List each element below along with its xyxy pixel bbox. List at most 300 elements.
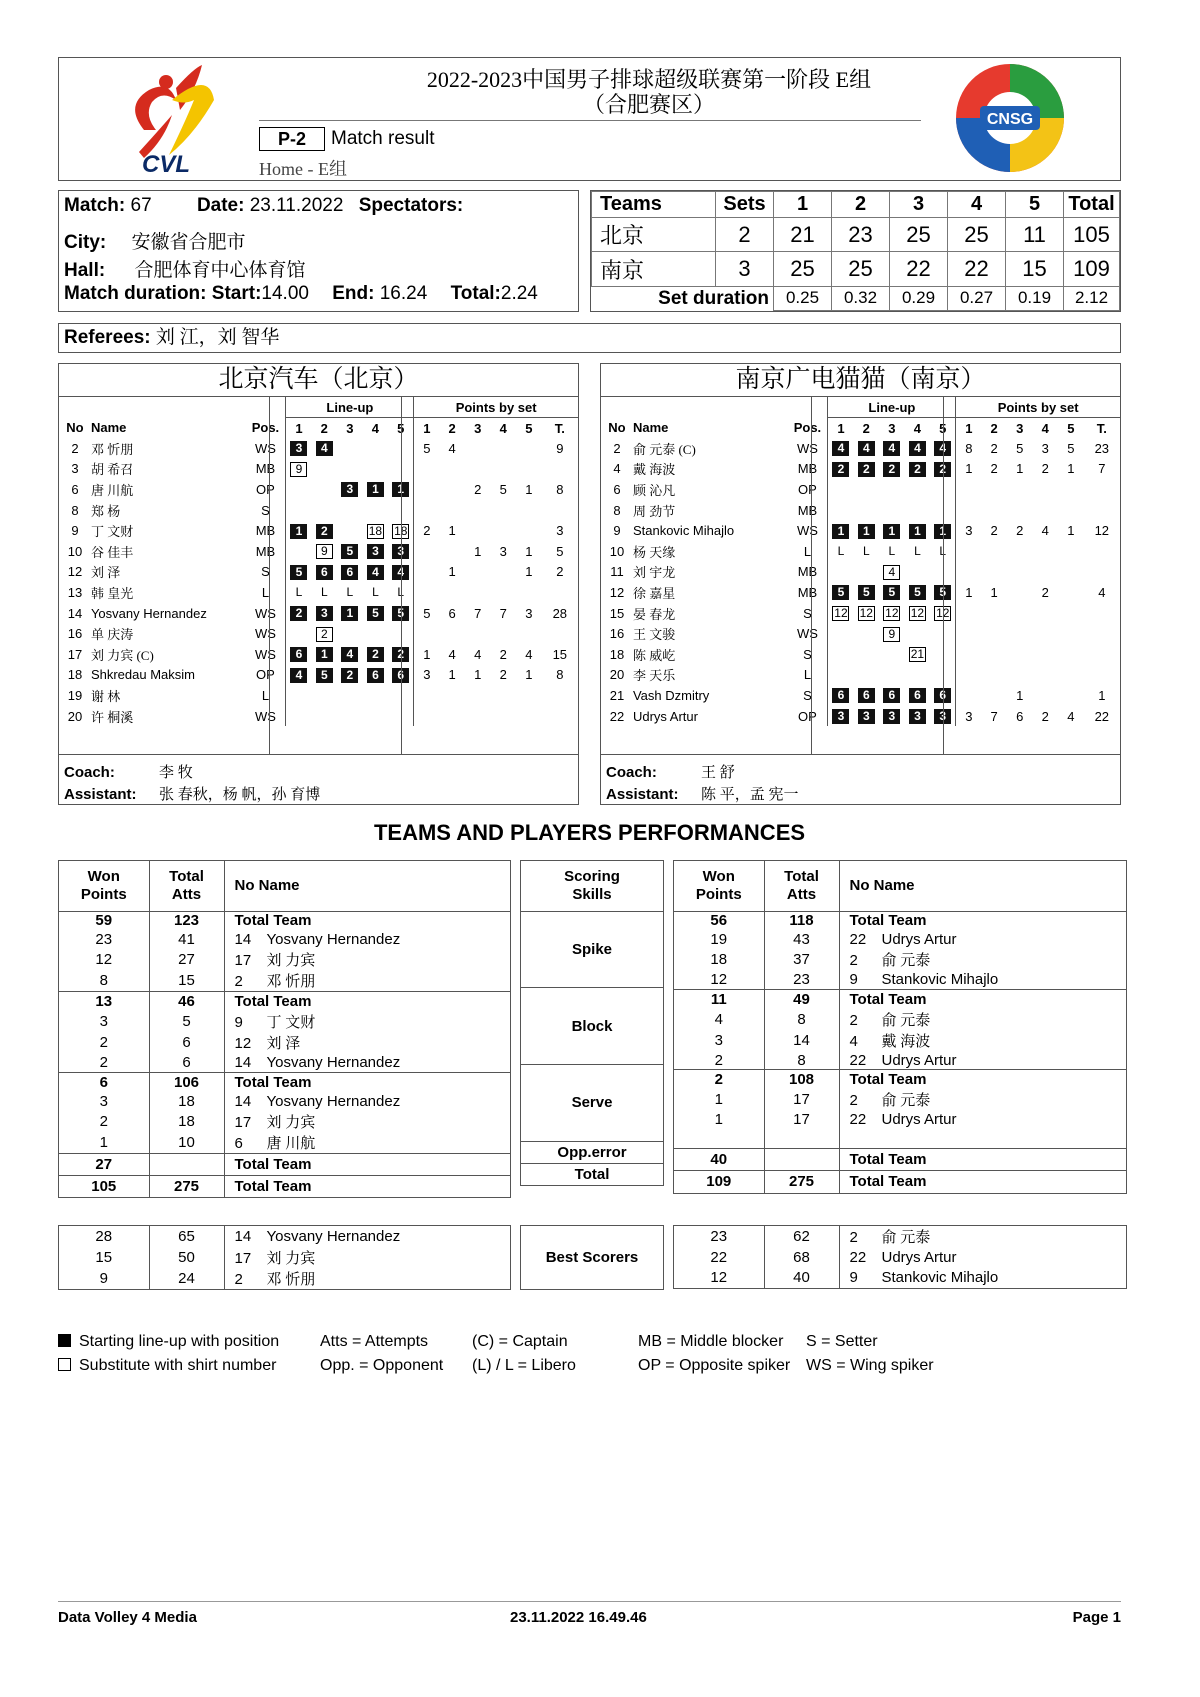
set-points [1007, 603, 1033, 624]
lineup-cell [363, 541, 389, 562]
total-points: 8 [556, 667, 564, 683]
won-points: 6 [59, 1072, 149, 1091]
performer [224, 1226, 510, 1247]
score-total: 109 [1064, 252, 1120, 286]
lineup-cell [828, 562, 854, 583]
player-position: WS [254, 605, 276, 621]
lineup-cell [363, 623, 389, 644]
shirt-number: 14 [234, 1092, 252, 1110]
player-number: 18 [67, 667, 83, 683]
player-number: 9 [71, 523, 79, 539]
lineup-header: Line-up [828, 397, 956, 418]
lineup-cell [905, 685, 931, 706]
set-points [465, 562, 491, 583]
set-points [1007, 500, 1033, 521]
scoring-skills-table [520, 860, 664, 1186]
lineup-cell [337, 706, 363, 727]
legend-substitute: Substitute with shirt number [58, 1357, 276, 1375]
lineup-cell [879, 706, 905, 727]
player-row [59, 438, 578, 459]
lineup-cell [905, 438, 931, 459]
lineup-cell [905, 500, 931, 521]
total-points [542, 459, 578, 480]
col-points-set: 4 [1041, 420, 1049, 436]
coach-label: Coach: [64, 764, 115, 781]
score-set3: 25 [890, 217, 948, 251]
lineup-cell [879, 500, 905, 521]
team-total-row [59, 1072, 510, 1091]
total-points [1084, 562, 1120, 583]
starting-position-badge: 6 [883, 688, 900, 703]
col-pos: Pos. [251, 420, 280, 436]
performer [839, 1110, 1126, 1129]
lineup-cell [879, 603, 905, 624]
set-duration: 0.32 [832, 286, 890, 310]
shirt-number: 2 [849, 952, 858, 970]
lineup-cell [286, 603, 312, 624]
set-duration-row [592, 286, 1120, 310]
won-points: 23 [710, 1228, 728, 1245]
player-row [59, 541, 578, 562]
player-performance-row [59, 970, 510, 992]
set-points: 5 [414, 438, 440, 459]
substitute-badge: 18 [394, 523, 408, 538]
set-points [956, 562, 982, 583]
set-points [1033, 541, 1059, 562]
substitute-badge: 18 [368, 523, 383, 538]
starting-position-badge: 2 [290, 606, 307, 621]
set-points [516, 582, 542, 603]
shirt-number: 9 [849, 1269, 858, 1287]
lineup-cell [854, 685, 880, 706]
performer [224, 1072, 510, 1091]
lineup-cell [879, 459, 905, 480]
lineup-cell [312, 644, 338, 665]
lineup-cell [286, 582, 312, 603]
player-position: MB [255, 523, 276, 539]
score-team-name: 北京 [592, 217, 716, 251]
performer-name: Yosvany Hernandez [266, 931, 401, 949]
set-points: 3 [1041, 440, 1049, 456]
player-name: 谢 林 [90, 688, 121, 704]
total-attempts: 43 [764, 930, 839, 949]
starting-position-badge: 3 [392, 544, 409, 559]
set-points [516, 500, 542, 521]
shirt-number: 14 [234, 931, 252, 949]
lineup-cell [286, 562, 312, 583]
player-performance-row [674, 1129, 1126, 1148]
lineup-cell [854, 665, 880, 686]
performer [839, 1089, 1126, 1110]
lineup-cell [854, 562, 880, 583]
lineup-cell [312, 562, 338, 583]
total-points [1084, 479, 1120, 500]
set-points [516, 459, 542, 480]
coach-row [64, 761, 193, 782]
performer-name: Udrys Artur [881, 1111, 957, 1129]
total-attempts: 275 [149, 1175, 224, 1197]
substitute-badge: 9 [316, 544, 333, 559]
starting-position-badge: 1 [832, 524, 849, 539]
player-position: MB [797, 461, 818, 477]
end-label: End: [332, 283, 375, 304]
assistant-row [64, 783, 320, 804]
best-scorer-row [59, 1268, 510, 1289]
lineup-cell [363, 479, 389, 500]
set-points [439, 685, 465, 706]
svg-text:CVL: CVL [142, 151, 190, 178]
player-name: Vash Dzmitry [632, 687, 710, 703]
total-attempts: 8 [764, 1051, 839, 1070]
set-points [981, 500, 1007, 521]
player-position: S [803, 605, 812, 621]
score-sets: 3 [716, 252, 774, 286]
lineup-cell [879, 685, 905, 706]
report-code: P-2 [259, 127, 325, 151]
lineup-cell [905, 541, 931, 562]
total-points [542, 623, 578, 644]
player-performance-row [674, 1110, 1126, 1129]
col-lineup-set: 3 [346, 420, 354, 436]
set-points: 2 [414, 520, 440, 541]
col-total: T. [554, 420, 565, 436]
column-divider [811, 396, 812, 754]
roster-column-header [59, 418, 578, 439]
player-row [59, 623, 578, 644]
set-points [439, 541, 465, 562]
set-points [1007, 582, 1033, 603]
lineup-cell [854, 644, 880, 665]
performer-name: Total Team [849, 990, 927, 1008]
col-points-set: 3 [474, 420, 482, 436]
performer-name: Total Team [234, 1073, 312, 1091]
set-points: 1 [474, 667, 482, 683]
lineup-cell [363, 500, 389, 521]
substitute-badge: 4 [883, 565, 900, 580]
lineup-cell [363, 459, 389, 480]
lineup-cell [337, 623, 363, 644]
performer-name: Total Team [849, 912, 927, 930]
lineup-cell [337, 685, 363, 706]
col-no-name: No Name [839, 861, 1126, 911]
set-points [439, 459, 465, 480]
best-scorers-label-box [520, 1225, 664, 1290]
libero-marker: L [939, 544, 947, 559]
starting-position-badge: 4 [934, 441, 951, 456]
coach-name: 李 牧 [159, 765, 193, 781]
player-row [601, 644, 1120, 665]
set-points: 6 [1016, 708, 1024, 724]
score-col-sets: Sets [716, 192, 774, 218]
player-number: 18 [609, 646, 625, 662]
shirt-number: 22 [849, 931, 867, 949]
set-points: 1 [525, 667, 533, 683]
set-points [956, 603, 982, 624]
total-points [542, 582, 578, 603]
lineup-cell [828, 623, 854, 644]
legend-atts: Atts = Attempts [320, 1333, 429, 1350]
best-scorer-row [59, 1226, 510, 1247]
lineup-cell [854, 541, 880, 562]
total-attempts: 10 [149, 1132, 224, 1154]
score-col-teams: Teams [592, 192, 716, 218]
won-points: 1 [714, 1111, 723, 1129]
player-position: S [803, 687, 812, 703]
starting-position-badge: 1 [316, 647, 333, 662]
lineup-cell [905, 644, 931, 665]
set-points: 7 [499, 605, 507, 621]
substitute-badge: 12 [885, 606, 899, 621]
player-number: 22 [609, 708, 625, 724]
lineup-cell [828, 644, 854, 665]
set-points: 7 [990, 708, 998, 724]
total-attempts: 123 [149, 911, 224, 930]
player-name: 徐 嘉星 [632, 585, 676, 601]
won-points: 11 [674, 990, 764, 1009]
set-points [465, 520, 491, 541]
player-position: MB [255, 543, 276, 559]
starting-position-badge: 3 [934, 709, 951, 724]
shirt-number: 9 [234, 1014, 243, 1032]
team-total-row [674, 1070, 1126, 1089]
lineup-cell [854, 706, 880, 727]
best-scorers-grid [59, 1226, 510, 1289]
total-points: 2 [556, 564, 564, 580]
set-points: 6 [448, 605, 456, 621]
starting-position-badge: 6 [392, 668, 409, 683]
starting-position-badge: 1 [392, 482, 409, 497]
shirt-number: 17 [234, 952, 252, 970]
player-number: 9 [613, 523, 621, 539]
total-attempts: 68 [764, 1247, 839, 1268]
performer-name: 俞 元泰 [881, 953, 931, 970]
starting-position-badge: 6 [290, 647, 307, 662]
set-points: 4 [448, 646, 456, 662]
starting-position-badge: 1 [883, 524, 900, 539]
lineup-cell [854, 603, 880, 624]
lineup-cell [879, 520, 905, 541]
player-row [601, 562, 1120, 583]
starting-position-badge: 5 [341, 544, 358, 559]
legend-mb: MB = Middle blocker [638, 1333, 784, 1350]
skills-grid [521, 861, 663, 1185]
starting-position-badge: 1 [858, 524, 875, 539]
skills-header [521, 861, 663, 911]
set-points [414, 459, 440, 480]
score-set5: 11 [1006, 217, 1064, 251]
total-attempts: 275 [764, 1171, 839, 1193]
player-number: 8 [613, 502, 621, 518]
roster-group-header [59, 397, 578, 418]
starting-position-badge: 5 [316, 668, 333, 683]
substitute-badge: 9 [290, 462, 307, 477]
player-row [59, 603, 578, 624]
set-points: 5 [414, 603, 440, 624]
total-attempts: 18 [149, 1091, 224, 1110]
score-row-home [592, 217, 1120, 251]
set-points: 1 [525, 564, 533, 580]
lineup-header: Line-up [286, 397, 414, 418]
lineup-cell [312, 665, 338, 686]
won-points: 2 [99, 1053, 108, 1071]
set-points: 3 [525, 605, 533, 621]
starting-position-badge: 4 [367, 565, 384, 580]
player-row [59, 500, 578, 521]
lineup-cell [312, 541, 338, 562]
player-position: L [803, 667, 812, 683]
starting-position-badge: 2 [858, 462, 875, 477]
set-points: 5 [1067, 440, 1075, 456]
performer-name: Yosvany Hernandez [266, 1092, 401, 1110]
won-points: 23 [95, 931, 113, 949]
score-col-set3: 3 [890, 192, 948, 218]
cnsg-logo [952, 58, 1068, 178]
player-row [59, 562, 578, 583]
empty-square-icon [58, 1358, 71, 1371]
hall-value: 合肥体育中心体育馆 [134, 260, 306, 281]
set-points: 2 [990, 440, 998, 456]
lineup-cell [879, 623, 905, 644]
score-set1: 21 [774, 217, 832, 251]
team-total-row [59, 992, 510, 1011]
set-points [981, 541, 1007, 562]
coach-divider [601, 754, 1120, 755]
shirt-number: 22 [849, 1248, 867, 1266]
lineup-cell [905, 665, 931, 686]
score-row-away [592, 252, 1120, 286]
legend-s: S = Setter [806, 1333, 878, 1350]
set-points: 2 [499, 646, 507, 662]
set-points [1007, 665, 1033, 686]
set-points [1007, 644, 1033, 665]
set-duration-label: Set duration [592, 286, 774, 310]
lineup-cell [828, 541, 854, 562]
score-set3: 22 [890, 252, 948, 286]
lineup-cell [363, 685, 389, 706]
performer [224, 992, 510, 1011]
footer-page: Page 1 [1072, 1609, 1121, 1626]
referees-label: Referees: [64, 327, 151, 348]
libero-marker: L [837, 544, 845, 559]
coach-name: 王 舒 [701, 765, 735, 781]
player-performance-row [674, 1089, 1126, 1110]
set-points: 2 [499, 667, 507, 683]
roster-table [59, 397, 578, 726]
lineup-cell [854, 500, 880, 521]
set-points: 3 [956, 706, 982, 727]
match-number: 67 [130, 195, 152, 216]
legend-captain: (C) = Captain [472, 1333, 568, 1350]
player-name: 杨 天缘 [632, 544, 676, 560]
away-performance-table [673, 860, 1127, 1194]
won-points: 1 [714, 1091, 723, 1109]
total-points: 12 [1094, 523, 1110, 539]
set-points [439, 582, 465, 603]
total-points [1084, 500, 1120, 521]
player-row [601, 520, 1120, 541]
set-points [414, 582, 440, 603]
set-duration: 0.19 [1006, 286, 1064, 310]
set-points [1058, 500, 1084, 521]
player-performance-row [59, 949, 510, 970]
player-position: WS [254, 440, 276, 456]
total-attempts: 23 [764, 970, 839, 989]
performer [839, 911, 1126, 930]
col-no: No [608, 420, 626, 436]
performance-header [674, 861, 1126, 911]
set-points [1007, 541, 1033, 562]
libero-marker: L [372, 585, 379, 600]
title-rule [259, 120, 921, 121]
performer [224, 1175, 510, 1197]
total-attempts: 18 [149, 1111, 224, 1132]
set-points [439, 479, 465, 500]
player-row [601, 706, 1120, 727]
col-points-set: 4 [499, 420, 507, 436]
starting-position-badge: 1 [934, 524, 951, 539]
skill-row [521, 1065, 663, 1142]
legend-libero: (L) / L = Libero [472, 1357, 576, 1374]
player-name: 谷 佳丰 [90, 544, 134, 560]
won-points: 3 [714, 1031, 723, 1049]
set-points [491, 500, 517, 521]
performer [839, 1030, 1126, 1051]
player-performance-row [674, 970, 1126, 989]
total-points: 23 [1094, 440, 1110, 456]
total-points: 4 [1098, 584, 1106, 600]
lineup-cell [286, 459, 312, 480]
total-attempts: 37 [764, 949, 839, 970]
legend-opp: Opp. = Opponent [320, 1357, 444, 1374]
lineup-cell [337, 644, 363, 665]
lineup-cell [879, 541, 905, 562]
starting-position-badge: 6 [858, 688, 875, 703]
libero-marker: L [295, 585, 303, 600]
set-points [465, 685, 491, 706]
set-points: 1 [525, 481, 533, 497]
lineup-cell [879, 582, 905, 603]
performer-name: 唐 川航 [266, 1135, 316, 1152]
shirt-number: 9 [849, 971, 858, 989]
referees-bar [58, 323, 1121, 353]
performer-name: Udrys Artur [881, 1248, 957, 1266]
total-points [1084, 603, 1120, 624]
lineup-cell [337, 603, 363, 624]
lineup-cell [854, 479, 880, 500]
total-points [1084, 623, 1120, 644]
set-points [956, 541, 982, 562]
starting-position-badge: 4 [392, 565, 409, 580]
col-lineup-set: 5 [939, 420, 947, 436]
set-points [1058, 582, 1084, 603]
player-performance-row [674, 1009, 1126, 1030]
player-number: 12 [67, 564, 83, 580]
score-set2: 23 [832, 217, 890, 251]
lineup-cell [363, 562, 389, 583]
set-points [1033, 685, 1059, 706]
roster-group-header [601, 397, 1120, 418]
starting-position-badge: 2 [934, 462, 951, 477]
set-points [1007, 479, 1033, 500]
player-number: 8 [71, 502, 79, 518]
performer [224, 1032, 510, 1053]
set-points [956, 644, 982, 665]
player-performance-row [59, 1111, 510, 1132]
col-points-set: 1 [956, 418, 982, 439]
set-points: 1 [1067, 523, 1075, 539]
col-lineup-set: 1 [828, 418, 854, 439]
lineup-cell [286, 520, 312, 541]
